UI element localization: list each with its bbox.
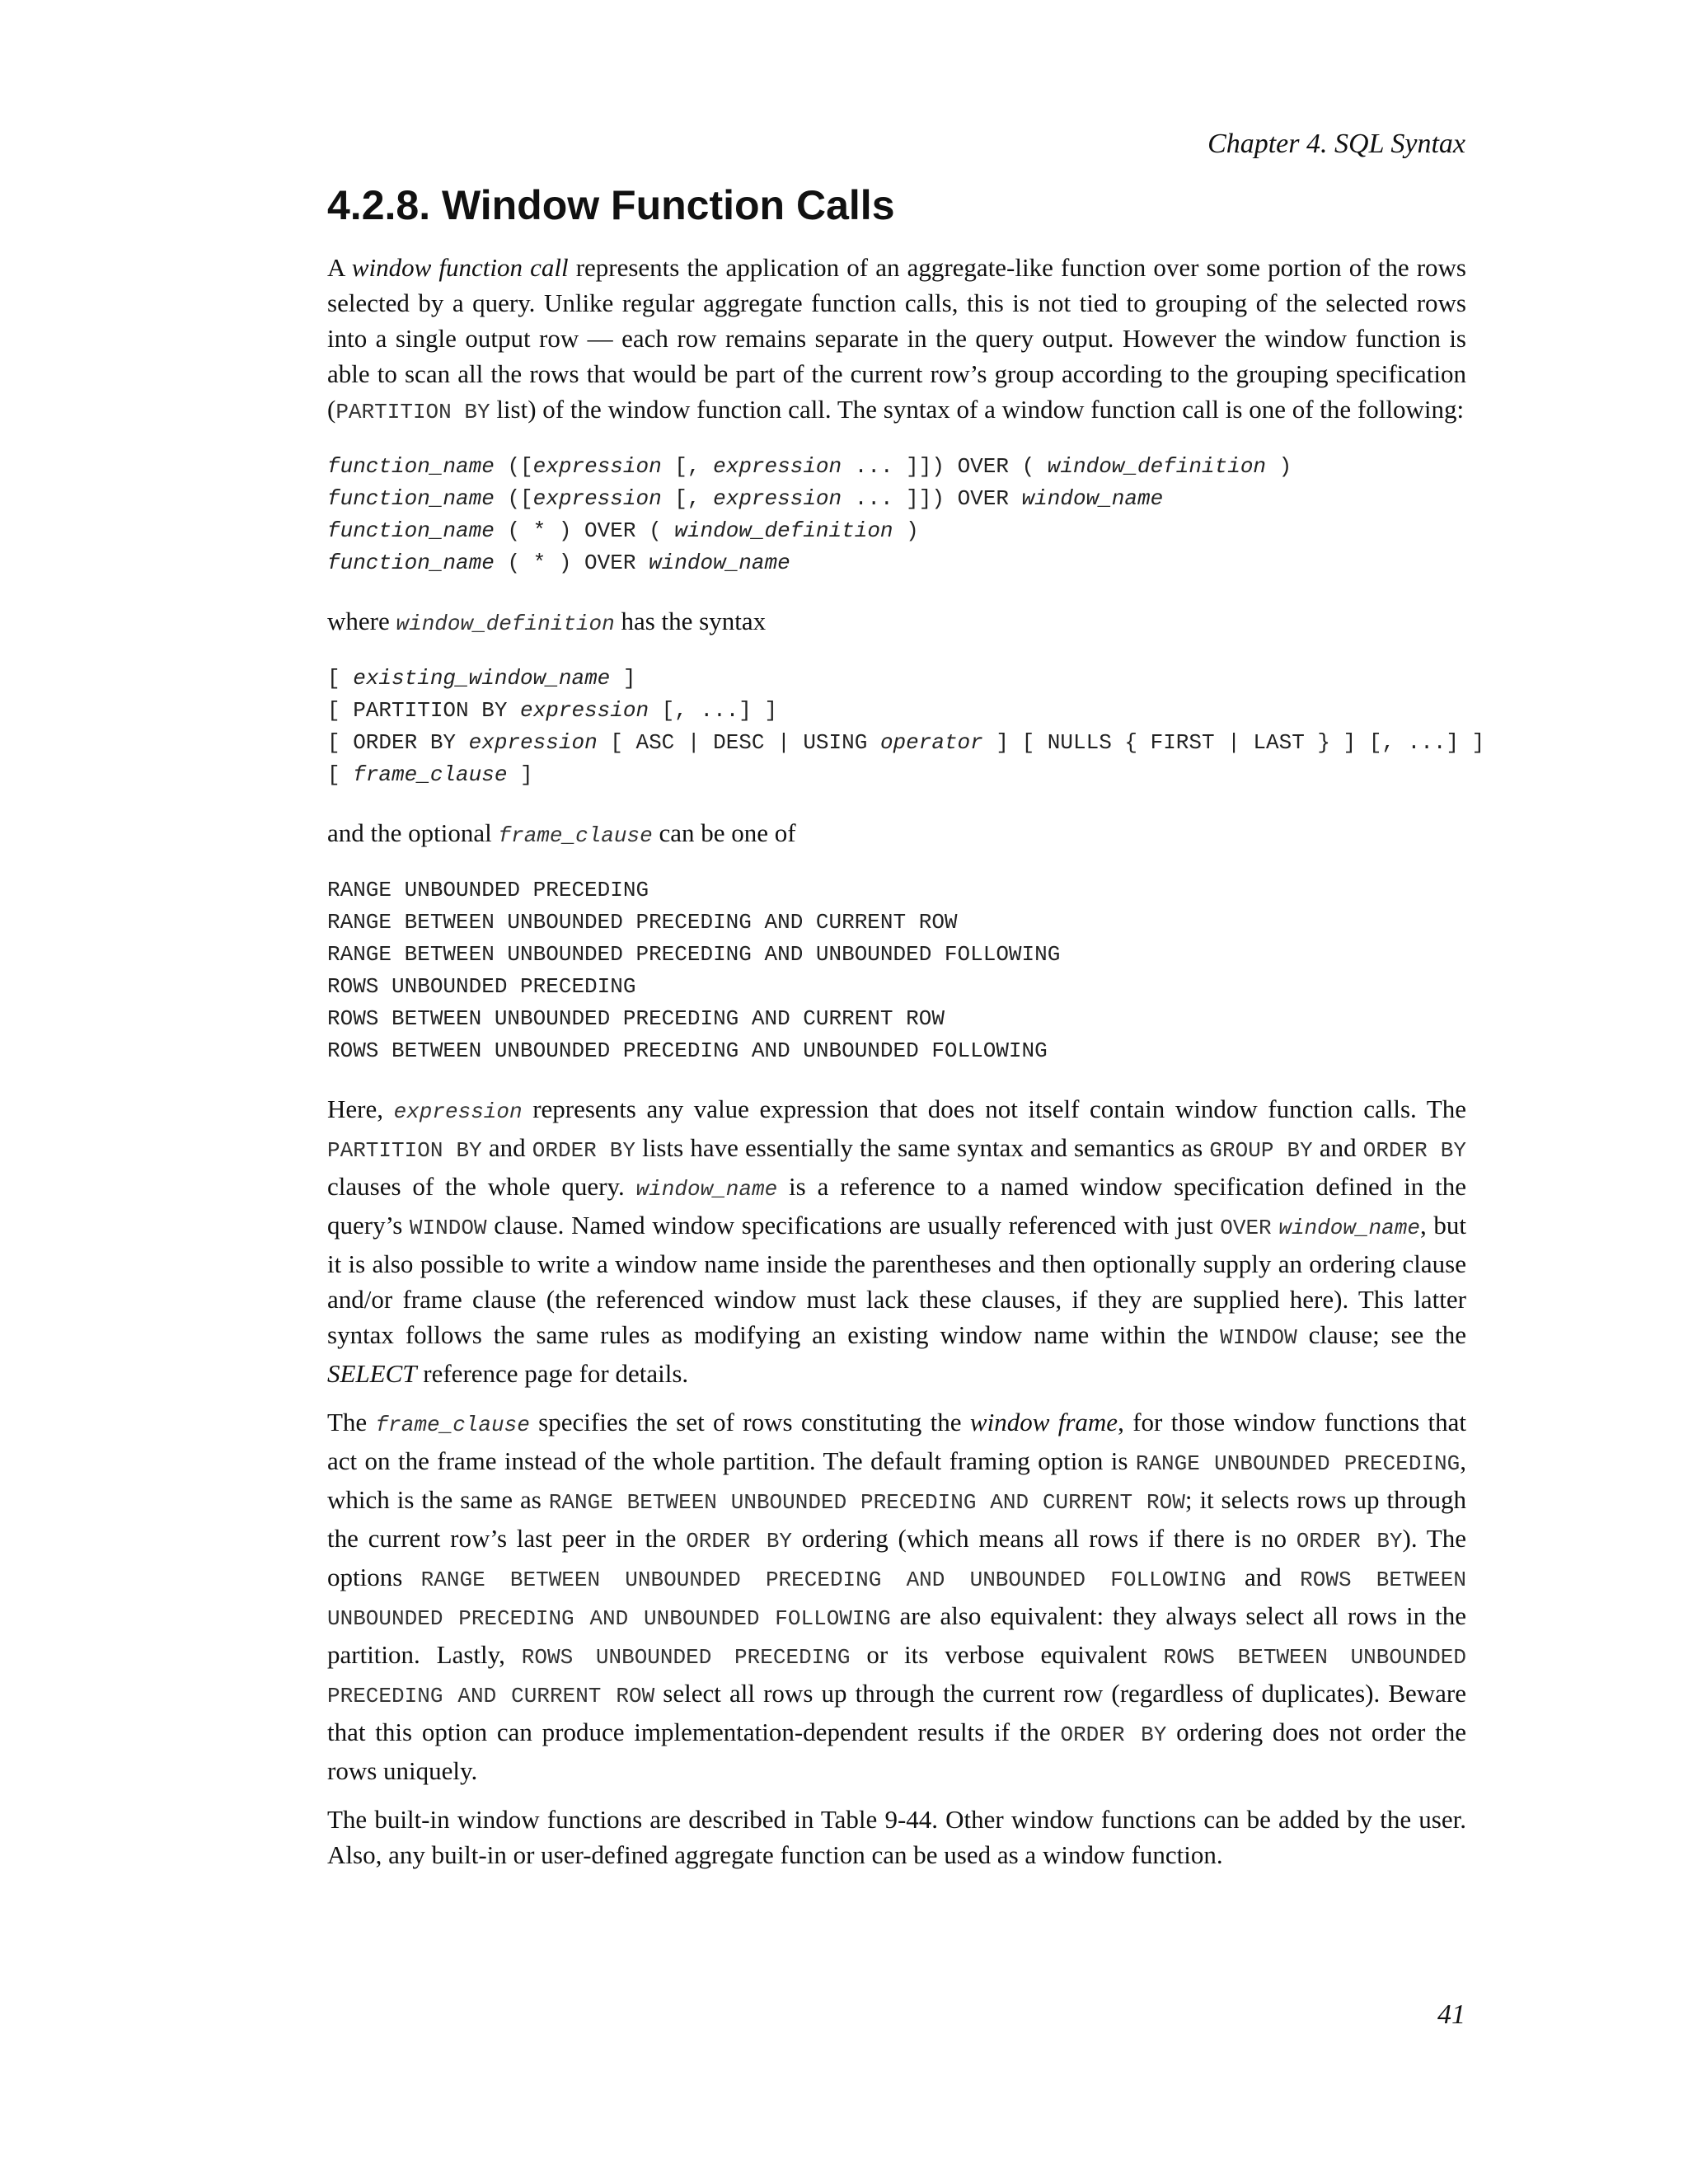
chapter-header: Chapter 4. SQL Syntax bbox=[1207, 129, 1465, 159]
window-definition-intro: where window_definition has the syntax bbox=[327, 607, 767, 636]
inline-code: window_definition bbox=[396, 612, 615, 636]
frame-option-line: ROWS UNBOUNDED PRECEDING bbox=[327, 974, 636, 999]
builtin-functions-paragraph: The built-in window functions are described in Table 9-44. Other window functions can be added by the user. Also, any built-in or user-defined aggregate function can be used as a window function. bbox=[327, 1805, 1466, 1869]
page-number: 41 bbox=[1437, 1999, 1465, 2030]
intro-paragraph: A window function call represents the application of an aggregate-like function over some portion of the rows selected by a query. Unlike regular aggregate function calls, this is not tied to grouping of the selected rows into a single output row — each row remains separate in the query output. However the window function is able to scan all the rows that would be part of the current row’s group according to the grouping specification (PARTITION BY list) of the window function call. The syntax of a window function call is one of the following: bbox=[327, 253, 1466, 424]
syntax-line: function_name ([expression [, expression ... ]]) OVER ( window_definition ) bbox=[327, 454, 1292, 479]
inline-code: frame_clause bbox=[498, 823, 653, 848]
expression-paragraph: Here, expression represents any value expression that does not itself contain window function calls. The PARTITION BY and ORDER BY lists have essentially the same syntax and semantics as GROUP BY and ORDER BY clauses of the whole query. window_name is a reference to a named window specification defined in the query’s WINDOW clause. Named window specifications are usually referenced with just OVER window_name, but it is also possible to write a window name inside the parentheses and then optionally supply an ordering clause and/or frame clause (the referenced window must lack these clauses, if they are supplied here). This latter syntax follows the same rules as modifying an existing window name within the WINDOW clause; see the SELECT reference page for details. bbox=[327, 1094, 1467, 1388]
select-reference: SELECT bbox=[327, 1359, 417, 1388]
syntax-line: [ ORDER BY expression [ ASC | DESC | USING operator ] [ NULLS { FIRST | LAST } ] [, ...] ] bbox=[327, 730, 1485, 755]
frame-option-line: RANGE UNBOUNDED PRECEDING bbox=[327, 878, 649, 902]
term-window-function-call: window function call bbox=[351, 253, 569, 282]
frame-option-line: RANGE BETWEEN UNBOUNDED PRECEDING AND UNBOUNDED FOLLOWING bbox=[327, 942, 1061, 967]
frame-clause-intro: and the optional frame_clause can be one of bbox=[327, 818, 796, 848]
frame-clause-options-block bbox=[327, 874, 1466, 1067]
syntax-line: function_name ( * ) OVER ( window_definition ) bbox=[327, 518, 919, 543]
syntax-line: [ frame_clause ] bbox=[327, 762, 533, 787]
syntax-line: function_name ([expression [, expression ... ]]) OVER window_name bbox=[327, 486, 1164, 511]
frame-clause-paragraph: The frame_clause specifies the set of rows constituting the window frame, for those window functions that act on the frame instead of the whole partition. The default framing option is RANGE UNBOUNDED PRECEDING, which is the same as RANGE BETWEEN UNBOUNDED PRECEDING AND CURRENT ROW; it selects rows up through the current row’s last peer in the ORDER BY ordering (which means all rows if there is no ORDER BY). The options RANGE BETWEEN UNBOUNDED PRECEDING AND UNBOUNDED FOLLOWING and ROWS BETWEEN UNBOUNDED PRECEDING AND UNBOUNDED FOLLOWING are also equivalent: they always select all rows in the partition. Lastly, ROWS UNBOUNDED PRECEDING or its verbose equivalent ROWS BETWEEN UNBOUNDED PRECEDING AND CURRENT ROW select all rows up through the current row (regardless of duplicates). Beware that this option can produce implementation-dependent results if the ORDER BY ordering does not order the rows uniquely. bbox=[327, 1408, 1467, 1785]
syntax-line: [ existing_window_name ] bbox=[327, 666, 636, 691]
section-title: 4.2.8. Window Function Calls bbox=[327, 182, 895, 228]
inline-code: PARTITION BY bbox=[335, 400, 490, 424]
window-definition-syntax-block bbox=[327, 663, 1485, 791]
frame-option-line: ROWS BETWEEN UNBOUNDED PRECEDING AND UNBOUNDED FOLLOWING bbox=[327, 1038, 1048, 1063]
syntax-line: [ PARTITION BY expression [, ...] ] bbox=[327, 698, 778, 723]
function-call-syntax-block bbox=[327, 451, 1466, 579]
section-body bbox=[327, 250, 1485, 1886]
term-window-frame: window frame bbox=[969, 1408, 1118, 1436]
frame-option-line: ROWS BETWEEN UNBOUNDED PRECEDING AND CURRENT ROW bbox=[327, 1006, 945, 1031]
syntax-line: function_name ( * ) OVER window_name bbox=[327, 551, 790, 575]
frame-option-line: RANGE BETWEEN UNBOUNDED PRECEDING AND CURRENT ROW bbox=[327, 910, 958, 935]
